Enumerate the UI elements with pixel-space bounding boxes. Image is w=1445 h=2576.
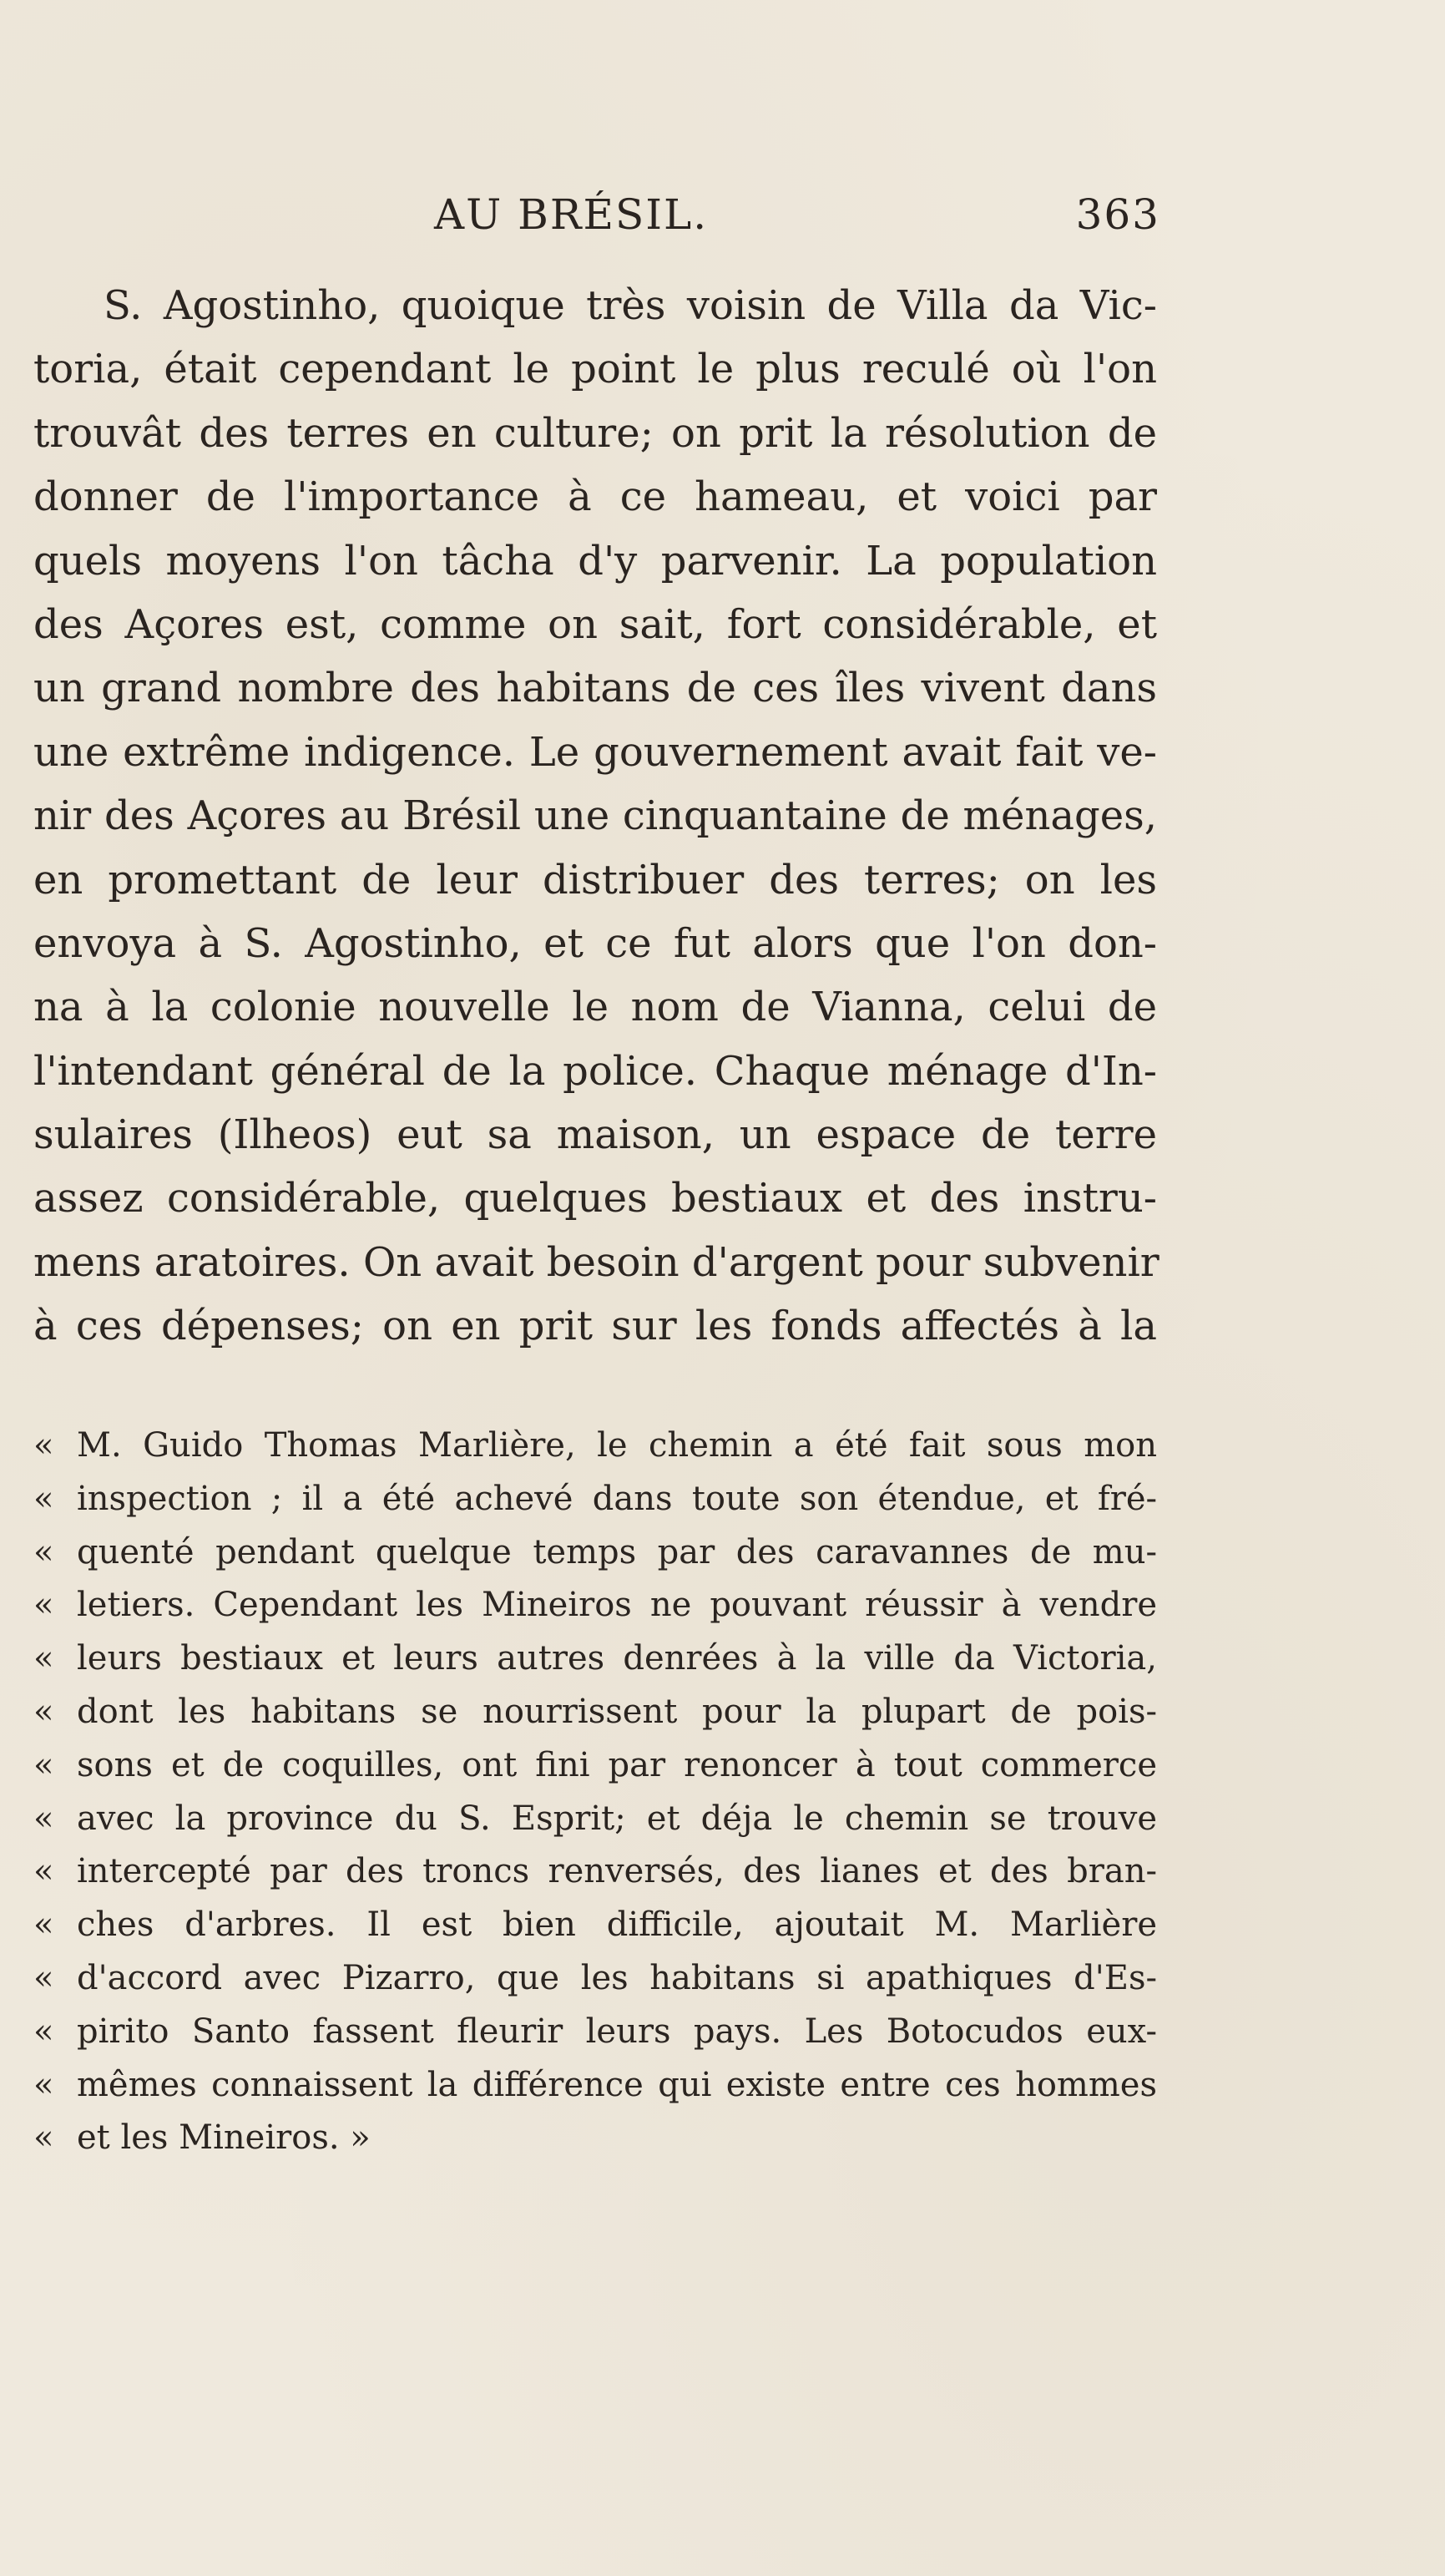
footnote-line: mêmes connaissent la différence qui existe entre ces hommes (77, 2065, 1157, 2104)
footnote-line: M. Guido Thomas Marlière, le chemin a été fait sous mon (77, 1426, 1157, 1465)
text-line: toria, était cependant le point le plus reculé où l'on (33, 346, 1157, 393)
text-line: un grand nombre des habitans de ces îles vivent dans (33, 665, 1157, 712)
quote-mark: « (33, 1586, 54, 1625)
footnote-line: letiers. Cependant les Mineiros ne pouvant réussir à vendre (77, 1586, 1157, 1625)
text-line: assez considérable, quelques bestiaux et des instru- (33, 1175, 1157, 1222)
footnote-line: avec la province du S. Esprit; et déja le chemin se trouve (77, 1799, 1157, 1838)
text-line: nir des Açores au Brésil une cinquantaine de ménages, (33, 792, 1157, 840)
running-head: AU BRÉSIL. (434, 190, 709, 239)
text-line: trouvât des terres en culture; on prit la résolution de (33, 409, 1157, 457)
quote-mark: « (33, 1799, 54, 1838)
quote-mark: « (33, 1692, 54, 1731)
text-line: sulaires (Ilheos) eut sa maison, un espace de terre (33, 1111, 1157, 1159)
footnote-line: d'accord avec Pizarro, que les habitans si apathiques d'Es- (77, 1958, 1157, 1997)
quote-mark: « (33, 1852, 54, 1891)
quote-mark: « (33, 1639, 54, 1678)
footnote-line: dont les habitans se nourrissent pour la plupart de pois- (77, 1692, 1157, 1731)
text-line: envoya à S. Agostinho, et ce fut alors que l'on don- (33, 919, 1157, 967)
main-text-block (33, 274, 1160, 1359)
text-line: S. Agostinho, quoique très voisin de Villa da Vic- (104, 282, 1157, 329)
quote-mark: « (33, 1905, 54, 1945)
text-line: donner de l'importance à ce hameau, et voici par (33, 473, 1157, 521)
footnote-line: et les Mineiros. » (77, 2118, 371, 2158)
quote-mark: « (33, 1532, 54, 1571)
quote-mark: « (33, 1745, 54, 1784)
text-line: une extrême indigence. Le gouvernement avait fait ve- (33, 728, 1157, 776)
quote-mark: « (33, 1958, 54, 1997)
page-header (417, 190, 1160, 257)
text-line: na à la colonie nouvelle le nom de Vianna, celui de (33, 984, 1157, 1031)
footnote-line: quenté pendant quelque temps par des caravannes de mu- (77, 1532, 1157, 1571)
footnote-line: pirito Santo fassent fleurir leurs pays. Les Botocudos eux- (77, 2012, 1157, 2051)
quote-mark: « (33, 1426, 54, 1465)
text-line: des Açores est, comme on sait, fort considérable, et (33, 600, 1157, 648)
quote-mark: « (33, 1479, 54, 1518)
text-line: à ces dépenses; on en prit sur les fonds affectés à la (33, 1303, 1157, 1350)
quote-mark: « (33, 2012, 54, 2051)
footnote-block (33, 1420, 1157, 2165)
quote-mark: « (33, 2065, 54, 2104)
page-number: 363 (1075, 190, 1160, 239)
text-line: mens aratoires. On avait besoin d'argent pour subvenir (33, 1238, 1160, 1286)
text-line: l'intendant général de la police. Chaque ménage d'In- (33, 1047, 1157, 1095)
footnote-line: inspection ; il a été achevé dans toute son étendue, et fré- (77, 1479, 1157, 1518)
text-line: en promettant de leur distribuer des terres; on les (33, 856, 1157, 903)
footnote-line: leurs bestiaux et leurs autres denrées à la ville da Victoria, (77, 1639, 1157, 1678)
text-line: quels moyens l'on tâcha d'y parvenir. La population (33, 537, 1157, 585)
footnote-line: sons et de coquilles, ont fini par renoncer à tout commerce (77, 1745, 1157, 1784)
footnote-line: ches d'arbres. Il est bien difficile, ajoutait M. Marlière (77, 1905, 1157, 1945)
footnote-line: intercepté par des troncs renversés, des lianes et des bran- (77, 1852, 1157, 1891)
quote-mark: « (33, 2118, 54, 2158)
